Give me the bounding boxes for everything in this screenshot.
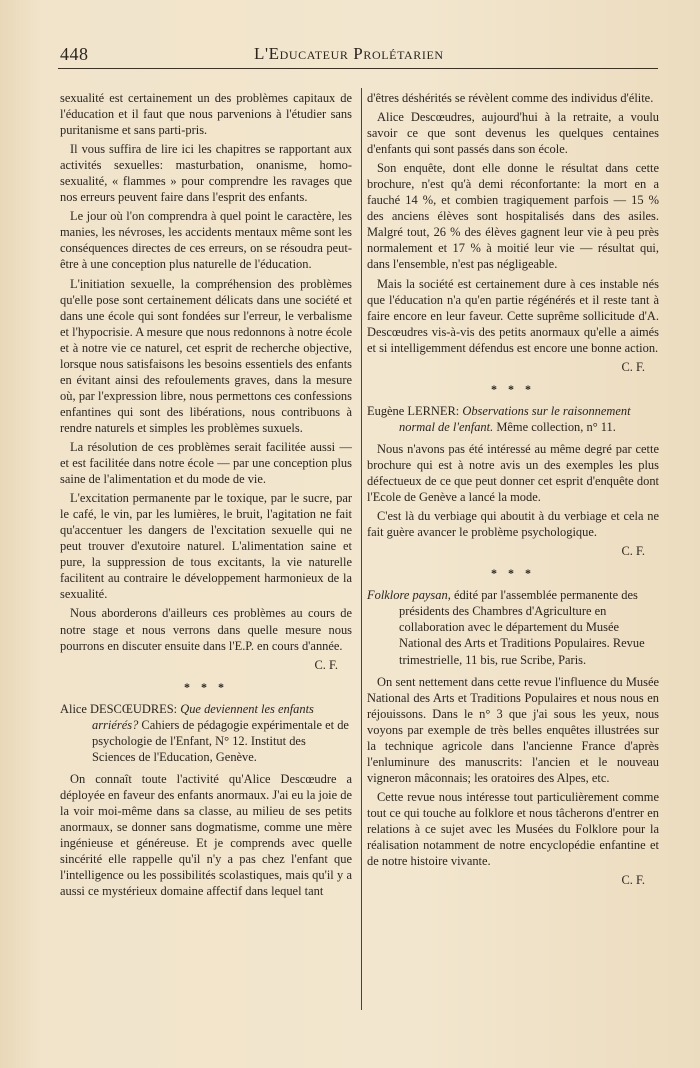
paragraph: La résolution de ces problèmes serait facilitée aussi — et est facilitée dans notre école — par une conception plus saine de l'alimentation et du mode de vie. xyxy=(60,439,352,487)
paragraph: L'initiation sexuelle, la compréhension des problèmes qu'elle pose sont certainement délicats dans une société et dans une école qui sont fondées sur l'erreur, le verbalisme et l'hypocrisie. A mesure que nous redonnons à notre école et à notre vie ce naturel, cet esprit de recherche objective, lorsque nous satisfaisons les besoins essentiels des enfants en évitant ainsi des refoulements graves, dans la mesure où, par l'expression libre, nous permettons ces confessions enfantines qui sont des libérations, nous contribuons à rendre naturels et simples les problèmes suxuels. xyxy=(60,276,352,435)
paragraph: Alice Descœudres, aujourd'hui à la retraite, a voulu savoir ce que sont devenus les quelques centaines d'enfants qui sont passés dans son école. xyxy=(367,110,659,157)
paragraph: On connaît toute l'activité qu'Alice Descœudre a déployée en faveur des enfants anormaux. J'ai eu la joie de la voir moi-même dans sa classe, au milieu de ses petits anormaux, se donner sans dogmatisme, comme une mère ingénieuse et généreuse. Et je comprends avec quelle sincérité elle rappelle qu'il n'y a pas chez l'enfant que l'intelligence ou les possibilités scolastiques, mais qu'il y a aussi ce mystérieux domaine affectif dans lequel tant xyxy=(60,771,352,899)
review-details: édité par l'assemblée permanente des présidents des Chambres d'Agriculture en collaboration avec le département du Musée National des Arts et Traditions Populaires. Revue trimestrielle, 11 bis, rue Scribe, Paris. xyxy=(399,588,645,667)
paragraph: d'êtres déshérités se révèlent comme des individus d'élite. xyxy=(367,91,654,105)
signature: C. F. xyxy=(621,873,645,888)
signature: C. F. xyxy=(314,657,338,672)
review-author: Eugène LERNER: xyxy=(367,403,460,418)
paragraph: C'est là du verbiage qui aboutit à du verbiage et cela ne fait guère avancer le problème psychologique. xyxy=(367,509,659,540)
running-header xyxy=(58,38,658,69)
column-divider xyxy=(361,88,362,1010)
section-separator: * * * xyxy=(491,381,535,396)
paragraph: Nous aborderons d'ailleurs ces problèmes au cours de notre stage et nous verrons dans quelle mesure nous pourrons en discuter ensuite dans l'E.P. en cours d'année. xyxy=(60,606,352,653)
section-separator: * * * xyxy=(184,679,228,694)
paragraph: Son enquête, dont elle donne le résultat dans cette brochure, n'est qu'à demi réconfortante: la mort en a fauché 14 %, et combien tragiquement parfois — 15 % des anciens élèves sont hospitalisés dans des asiles. Malgré tout, 26 % des élèves gagnent leur vie à peu près normalement et 17 % à moitié leur vie — résultat qui, dans l'ensemble, n'est pas négligeable. xyxy=(367,161,659,272)
journal-title: L'Educateur Prolétarien xyxy=(254,44,444,63)
review-title: Que deviennent les enfants arriérés? xyxy=(92,701,314,732)
book-review-heading xyxy=(367,587,659,667)
review-details: Même collection, n° 11. xyxy=(496,419,616,434)
signature: C. F. xyxy=(621,359,645,374)
review-author: Alice DESCŒUDRES: xyxy=(60,701,178,716)
section-separator: * * * xyxy=(491,566,535,581)
signature: C. F. xyxy=(621,544,645,559)
page-number: 448 xyxy=(60,44,89,64)
book-review-heading xyxy=(60,701,352,765)
paragraph: Nous n'avons pas été intéressé au même degré par cette brochure qui est à notre avis un des exemples les plus défectueux de ce que peut donner cet esprit d'enquête dont l'Ecole de Genève a lancé la mode. xyxy=(367,441,659,505)
review-title: Folklore paysan, xyxy=(367,588,451,603)
right-column xyxy=(367,90,659,891)
paragraph: On sent nettement dans cette revue l'influence du Musée National des Arts et Traditions Populaires et nous nous en réjouissons. Dans le n° 3 que j'ai sous les yeux, nous voyons par exemple de très belles enquêtes illustrées sur la technique agricole dans l'ancienne France d'après l'enluminure des manuscrits: l'ancien et le nouveau vigneron mâconnais; les oratoires des Alpes, etc. xyxy=(367,674,659,785)
book-review-heading xyxy=(367,403,659,435)
paragraph: Mais la société est certainement dure à ces instable nés que l'éducation n'a qu'en partie régénérés et il reste tant à faire encore en leur faveur. Cette suprême sollicitude d'A. Descœudres vis-à-vis des petits anormaux qu'elle a aimés et si intelligemment défendus est encore une bonne action. xyxy=(367,276,659,355)
left-column xyxy=(60,90,352,902)
paragraph: Le jour où l'on comprendra à quel point le caractère, les manies, les névroses, les accidents mentaux même sont les conséquences directes de ces erreurs, on se résoudra peut-être à une conception plus naturelle de l'éducation. xyxy=(60,209,352,272)
paragraph: sexualité est certainement un des problèmes capitaux de l'éducation et il faut que nous parvenions à l'étudier sans puritanisme et sans parti-pris. xyxy=(60,91,352,138)
paragraph: Il vous suffira de lire ici les chapitres se rapportant aux activités sexuelles: masturbation, onanisme, homo-sexualité, « flammes » pour comprendre les ravages que nos erreurs peuvent faire dans l'esprit des enfants. xyxy=(60,142,352,205)
paragraph: L'excitation permanente par le toxique, par le sucre, par le café, le vin, par les lumières, le bruit, l'agitation ne fait qu'accentuer les dangers de l'excitation sexuelle qui ne peut trouver d'exutoire naturel. L'alimentation saine et pure, la suppression de tous excitants, la vie naturelle facilitent au contraire le développement harmonieux de la sexualité. xyxy=(60,491,352,602)
review-title: Observations sur le raisonnement normal de l'enfant. xyxy=(399,403,631,434)
paragraph: Cette revue nous intéresse tout particulièrement comme tout ce qui touche au folklore et nous tâcherons d'entrer en relations à ce sujet avec les Musées du Folklore pour la réalisation notamment de notre encyclopédie enfantine et de notre histoire vivante. xyxy=(367,789,659,869)
review-details: Cahiers de pédagogie expérimentale et de psychologie de l'Enfant, N° 12. Institut des Sciences de l'Education, Genève. xyxy=(92,717,349,764)
